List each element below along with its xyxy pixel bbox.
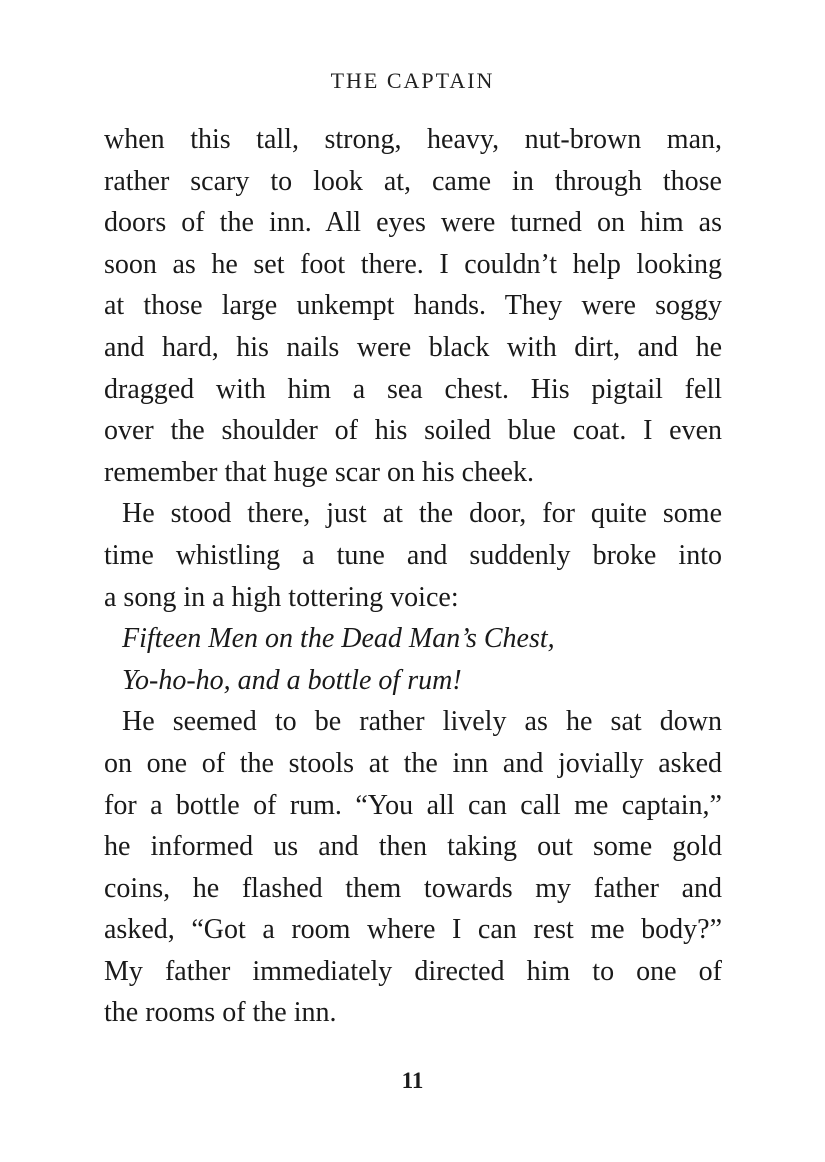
song-line: Yo-ho-ho, and a bottle of rum! xyxy=(122,664,462,696)
song-line: Fifteen Men on the Dead Man’s Chest, xyxy=(122,623,555,655)
text-line: when this tall, strong, heavy, nut-brown man, xyxy=(104,124,722,155)
body-text xyxy=(104,119,722,1034)
text-line: dragged with him a sea chest. His pigtail fell xyxy=(104,373,722,405)
text-line: He seemed to be rather lively as he sat down xyxy=(122,706,722,738)
text-line: a song in a high tottering voice: xyxy=(104,581,459,613)
text-line: on one of the stools at the inn and jovially asked xyxy=(104,747,722,779)
text-line: asked, “Got a room where I can rest me body?” xyxy=(104,914,722,946)
text-line: rather scary to look at, came in through those xyxy=(104,165,722,197)
text-line: He stood there, just at the door, for quite some xyxy=(122,498,722,530)
text-line: coins, he flashed them towards my father and xyxy=(104,872,722,904)
text-line: he informed us and then taking out some gold xyxy=(104,831,722,863)
text-line: My father immediately directed him to one of xyxy=(104,955,722,987)
running-head: THE CAPTAIN xyxy=(330,68,495,93)
text-line: time whistling a tune and suddenly broke into xyxy=(104,539,722,571)
page-number: 11 xyxy=(401,1068,424,1093)
text-line: soon as he set foot there. I couldn’t help looking xyxy=(104,248,722,280)
text-line: over the shoulder of his soiled blue coat. I even xyxy=(104,415,722,447)
text-line: and hard, his nails were black with dirt, and he xyxy=(104,331,722,363)
text-line: the rooms of the inn. xyxy=(104,997,337,1029)
text-line: doors of the inn. All eyes were turned on him as xyxy=(104,207,722,239)
text-line: at those large unkempt hands. They were soggy xyxy=(104,290,722,322)
text-line: for a bottle of rum. “You all can call me captain,” xyxy=(104,789,722,821)
text-line: remember that huge scar on his cheek. xyxy=(104,456,534,488)
